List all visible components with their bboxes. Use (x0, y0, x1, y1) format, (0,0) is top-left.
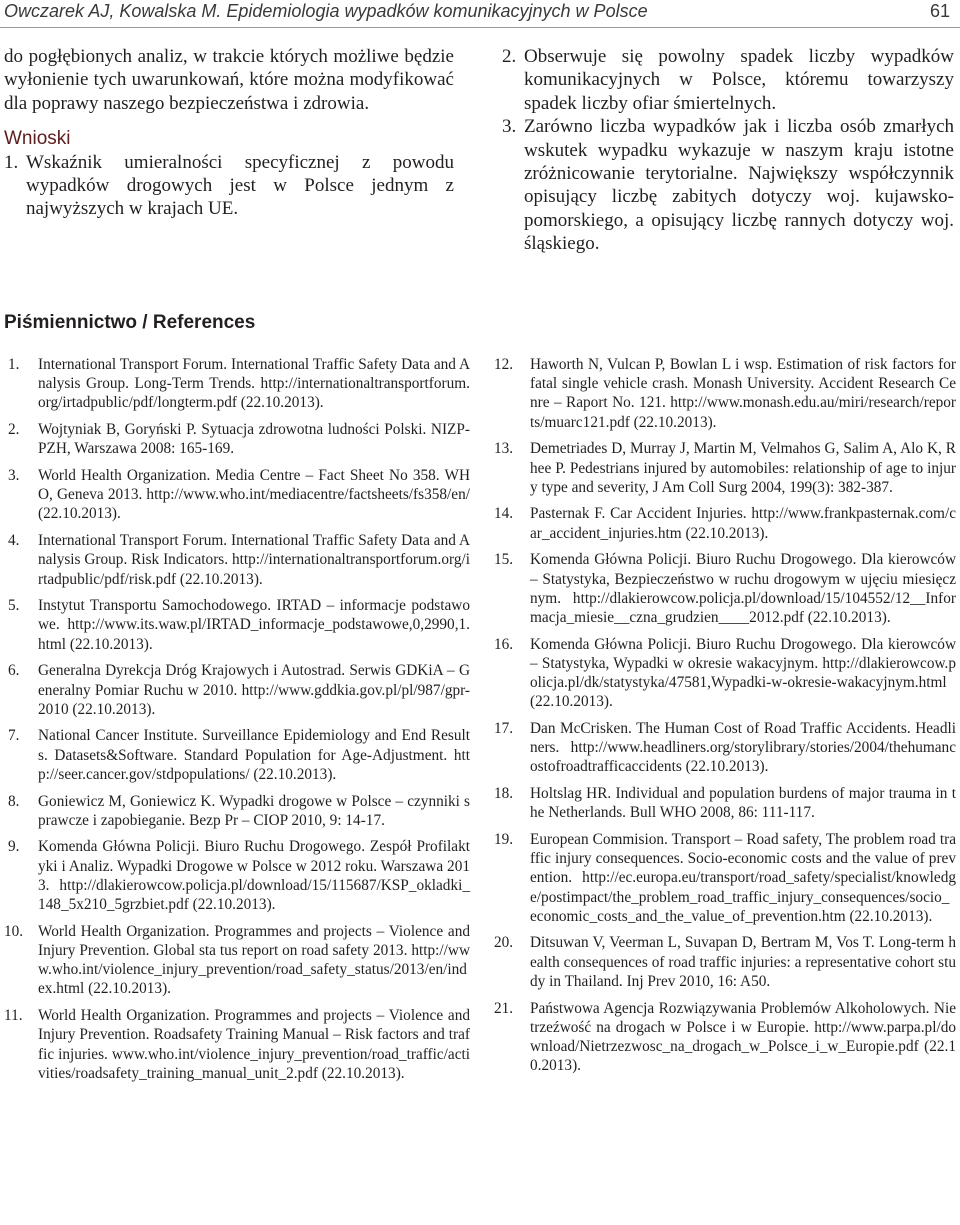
reference-text: World Health Organization. Programmes and projects – Violence and Injury Prevention. Roadsafety Training Manual – Risk factors and traffic injuries. www.who.int/violence_injury_prevention/road_traffic/activities/roadsafety_training_manual_unit_2.pdf (22.10.2013). (38, 1007, 470, 1082)
reference-item (494, 635, 956, 712)
reference-text: National Cancer Institute. Surveillance Epidemiology and End Results. Datasets&Software. Standard Population for Age-Adjustment. http://seer.cancer.gov/stdpopulations/ (22.10.2013). (38, 727, 470, 783)
reference-text: Komenda Główna Policji. Biuro Ruchu Drogowego. Zespół Profilaktyki i Analiz. Wypadki Drogowe w Polsce w 2012 roku. Warszawa 2013. http://dlakierowcow.policja.pl/download/15/115687/KSP_okladki_148_5x210_5grzbiet.pdf (22.10.2013). (38, 838, 470, 914)
reference-text: Instytut Transportu Samochodowego. IRTAD – informacje podstawowe. http://www.its.waw.pl/IRTAD_informacje_podstawowe,0,2990,1.html (22.10.2013). (38, 597, 470, 653)
reference-number: 19. (494, 830, 514, 848)
reference-text: International Transport Forum. International Traffic Safety Data and Analysis Group. Risk Indicators. http://internationaltransportforum.org/irtadpublic/pdf/risk.pdf (22.10.2013). (38, 532, 470, 588)
references-list-left (4, 355, 470, 1090)
reference-text: Generalna Dyrekcja Dróg Krajowych i Autostrad. Serwis GDKiA – Generalny Pomiar Ruchu w 2010. http://www.gddkia.gov.pl/pl/987/gpr-2010 (22.10.2013). (38, 662, 470, 718)
reference-number: 12. (494, 356, 514, 373)
reference-text: European Commision. Transport – Road safety, The problem road traffic injury consequences. Socio-economic costs and the value of prevention. http://ec.europa.eu/transport/road_safety/specialist/knowledge/postimpact/the_problem_road_traffic_injury_consequences/socio_economic_costs_and_the_value_of_prevention.htm (22.10.2013). (530, 830, 956, 925)
reference-number: 2. (8, 421, 20, 439)
reference-text: Państwowa Agencja Rozwiązywania Problemów Alkoholowych. Nietrzeźwość na drogach w Polsce i w Europie. http://www.parpa.pl/download/Nietrzezwosc_na_drogach_w_Polsce_i_w_Europie.pdf (22.10.2013). (530, 999, 956, 1075)
reference-item (4, 355, 470, 413)
conclusion-item (4, 151, 454, 221)
reference-text: Ditsuwan V, Veerman L, Suvapan D, Bertram M, Vos T. Long-term health consequences of road traffic injuries: a representative cohort study in Thailand. Inj Prev 2010, 16: A50. (530, 934, 956, 990)
reference-number: 20. (494, 934, 514, 952)
reference-text: Wojtyniak B, Goryński P. Sytuacja zdrowotna ludności Polski. NIZP-PZH, Warszawa 2008: 165-169. (38, 421, 470, 458)
reference-text: Dan McCrisken. The Human Cost of Road Traffic Accidents. Headliners. http://www.headliners.org/storylibrary/stories/2004/thehumancostofroadtrafficaccidents (22.10.2013). (530, 719, 956, 776)
left-text-column (4, 45, 454, 221)
header-divider (0, 27, 960, 28)
reference-text: World Health Organization. Media Centre – Fact Sheet No 358. WHO, Geneva 2013. http://www.who.int/mediacentre/factsheets/fs358/en/ (22.10.2013). (38, 467, 470, 523)
reference-item (494, 355, 956, 432)
conclusion-item (502, 115, 954, 255)
reference-item (494, 830, 956, 926)
reference-item (4, 837, 470, 914)
reference-text: Goniewicz M, Goniewicz K. Wypadki drogowe w Polsce – czynniki sprawcze i zapobieganie. Bezp Pr – CIOP 2010, 9: 14-17. (38, 792, 470, 829)
conclusions-list-left (4, 151, 454, 221)
reference-number: 13. (494, 440, 514, 458)
reference-item (494, 999, 956, 1076)
reference-number: 3. (8, 467, 20, 485)
reference-number: 6. (8, 662, 20, 680)
reference-text: Demetriades D, Murray J, Martin M, Velmahos G, Salim A, Alo K, Rhee P. Pedestrians injured by automobiles: relationship of age to injury type and severity, J Am Coll Surg 2004, 199(3): 382-387. (530, 440, 956, 496)
references-heading: Piśmiennictwo / References (4, 312, 256, 333)
reference-number: 14. (494, 505, 514, 523)
reference-number: 11. (4, 1007, 23, 1025)
reference-number: 9. (8, 838, 20, 856)
conclusion-text: Wskaźnik umieralności specyficznej z powodu wypadków drogowych jest w Polsce jednym z najwyższych w krajach UE. (26, 151, 454, 220)
reference-text: Komenda Główna Policji. Biuro Ruchu Drogowego. Dla kierowców – Statystyka, Wypadki w okresie wakacyjnym. http://dlakierowcow.policja.pl/dk/statystyka/47581,Wypadki-w-okresie-wakacyjnym.html (22.10.2013). (530, 635, 956, 711)
running-title: Owczarek AJ, Kowalska M. Epidemiologia wypadków komunikacyjnych w Polsce (4, 1, 648, 21)
reference-number: 17. (494, 719, 514, 737)
reference-item (494, 719, 956, 777)
reference-item (4, 531, 470, 589)
reference-item (4, 1006, 470, 1083)
reference-number: 16. (494, 635, 514, 653)
reference-item (494, 784, 956, 822)
conclusion-text: Obserwuje się powolny spadek liczby wypadków komunikacyjnych w Polsce, któremu towarzyszy spadek liczby ofiar śmiertelnych. (524, 46, 954, 114)
reference-number: 7. (8, 727, 20, 745)
references-list-right (494, 355, 956, 1083)
reference-text: World Health Organization. Programmes and projects – Violence and Injury Prevention. Global sta tus report on road safety 2013. http://www.who.int/violence_injury_prevention/road_safety_status/2013/en/index.html (22.10.2013). (38, 922, 470, 998)
conclusions-list-right (502, 45, 954, 256)
reference-item (4, 466, 470, 524)
reference-number: 5. (8, 597, 20, 615)
reference-number: 8. (8, 792, 20, 810)
reference-number: 18. (494, 785, 514, 803)
conclusion-number: 2. (502, 46, 517, 67)
reference-number: 21. (494, 999, 514, 1017)
reference-number: 1. (8, 356, 20, 373)
reference-number: 10. (4, 922, 24, 940)
reference-text: International Transport Forum. International Traffic Safety Data and Analysis Group. Long-Term Trends. http://internationaltransportforum.org/irtadpublic/pdf/longterm.pdf (22.10.2013). (38, 356, 470, 412)
reference-text: Pasternak F. Car Accident Injuries. http://www.frankpasternak.com/car_accident_injuries.htm (22.10.2013). (530, 505, 956, 542)
reference-item (494, 439, 956, 497)
conclusion-number: 3. (502, 116, 517, 138)
right-text-column (502, 45, 954, 256)
reference-item (494, 550, 956, 627)
running-header (0, 0, 960, 26)
reference-item (4, 922, 470, 999)
continuation-paragraph: do pogłębionych analiz, w trakcie których możliwe będzie wyłonienie tych uwarunkowań, które można modyfikować dla poprawy naszego bezpieczeństwa i zdrowia. (4, 46, 454, 114)
conclusions-heading: Wnioski (4, 128, 71, 150)
conclusion-number: 1. (4, 151, 19, 173)
reference-text: Holtslag HR. Individual and population burdens of major trauma in the Netherlands. Bull WHO 2008, 86: 111-117. (530, 785, 956, 822)
reference-item (494, 933, 956, 991)
reference-text: Komenda Główna Policji. Biuro Ruchu Drogowego. Dla kierowców – Statystyka, Bezpieczeństwo w ruchu drogowym w ujęciu miesięcznym. http://dlakierowcow.policja.pl/download/15/104552/12__Informacja_miesie__czna_grudzien____2012.pdf (22.10.2013). (530, 551, 956, 626)
page-number: 61 (929, 1, 950, 21)
reference-item (4, 792, 470, 830)
reference-number: 15. (494, 551, 514, 569)
reference-item (4, 596, 470, 654)
reference-item (4, 420, 470, 458)
conclusion-text: Zarówno liczba wypadków jak i liczba osób zmarłych wskutek wypadku wykazuje w naszym kraju istotne zróżnicowanie terytorialne. Największy współczynnik opisujący liczbę zabitych dotyczy woj. kujawsko-pomorskiego, a opisujący liczbę rannych dotyczy woj. śląskiego. (524, 116, 954, 255)
conclusion-item (502, 45, 954, 115)
reference-item (4, 661, 470, 719)
reference-item (4, 726, 470, 784)
reference-number: 4. (8, 532, 20, 550)
reference-item (494, 504, 956, 542)
reference-text: Haworth N, Vulcan P, Bowlan L i wsp. Estimation of risk factors for fatal single vehicle crash. Monash University. Accident Research Cenre – Raport No. 121. http://www.monash.edu.au/miri/research/reports/muarc121.pdf (22.10.2013). (530, 356, 956, 431)
